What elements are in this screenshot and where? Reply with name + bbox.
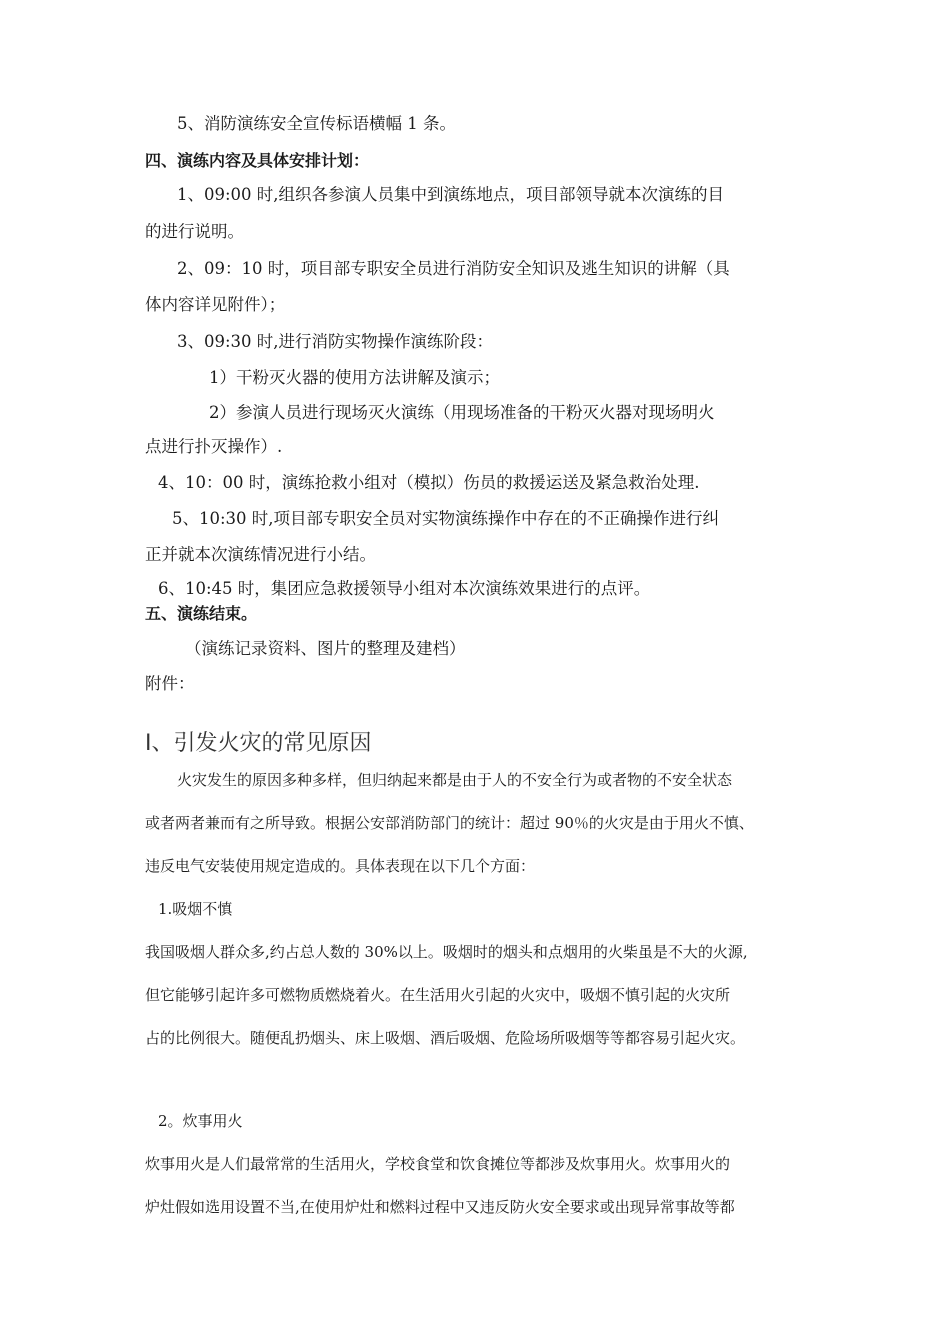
cause-1-line-3: 占的比例很大。随便乱扔烟头、床上吸烟、酒后吸烟、危险场所吸烟等等都容易引起火灾。	[145, 1029, 746, 1047]
intro-line-2: 或者两者兼而有之所导致。根据公安部消防部门的统计：超过 90％的火灾是由于用火不慎、	[145, 814, 754, 832]
sub-item-2: 2）参演人员进行现场灭火演练（用现场准备的干粉灭火器对现场明火	[209, 403, 715, 422]
intro-line-3: 违反电气安装使用规定造成的。具体表现在以下几个方面：	[145, 857, 536, 875]
section-heading-5: 五、演练结束。	[145, 604, 258, 623]
schedule-item-4: 4、10：00 时，演练抢救小组对（模拟）伤员的救援运送及紧急救治处理.	[158, 473, 700, 492]
intro-line-1: 火灾发生的原因多种多样，但归纳起来都是由于人的不安全行为或者物的不安全状态	[177, 771, 733, 789]
sub-item-2-cont: 点进行扑灭操作）.	[145, 437, 283, 456]
schedule-item-2: 2、09：10 时，项目部专职安全员进行消防安全知识及逃生知识的讲解（具	[177, 259, 730, 278]
attachment-label: 附件：	[145, 674, 195, 693]
schedule-item-5-cont: 正并就本次演练情况进行小结。	[145, 545, 376, 564]
cause-2-line-2: 炉灶假如选用设置不当,在使用炉灶和燃料过程中又违反防火安全要求或出现异常事故等都	[145, 1198, 735, 1216]
section-heading-4: 四、演练内容及具体安排计划：	[145, 151, 370, 170]
schedule-item-3: 3、09:30 时,进行消防实物操作演练阶段：	[177, 332, 494, 351]
schedule-item-2-cont: 体内容详见附件）；	[145, 295, 286, 314]
schedule-item-1-cont: 的进行说明。	[145, 222, 244, 241]
schedule-item-6: 6、10:45 时，集团应急救援领导小组对本次演练效果进行的点评。	[158, 579, 651, 598]
schedule-item-1: 1、09:00 时,组织各参演人员集中到演练地点，项目部领导就本次演练的目	[177, 185, 725, 204]
cause-1-line-2: 但它能够引起许多可燃物质燃烧着火。在生活用火引起的火灾中，吸烟不慎引起的火灾所	[145, 986, 731, 1004]
cause-1-line-1: 我国吸烟人群众多,约占总人数的 30%以上。吸烟时的烟头和点烟用的火柴虽是不大的火源,	[145, 943, 748, 961]
cause-heading-2: 2。炊事用火	[158, 1112, 243, 1130]
sub-item-1: 1）干粉灭火器的使用方法讲解及演示；	[209, 368, 500, 387]
cause-2-line-1: 炊事用火是人们最常常的生活用火，学校食堂和饮食摊位等都涉及炊事用火。炊事用火的	[145, 1155, 731, 1173]
cause-heading-1: 1.吸烟不慎	[158, 900, 233, 918]
attachment-title: Ⅰ、引发火灾的常见原因	[145, 731, 372, 756]
plan-item-5: 5、消防演练安全宣传标语横幅 1 条。	[177, 114, 456, 133]
schedule-item-5: 5、10:30 时,项目部专职安全员对实物演练操作中存在的不正确操作进行纠	[172, 509, 720, 528]
archive-note: （演练记录资料、图片的整理及建档）	[185, 639, 466, 658]
